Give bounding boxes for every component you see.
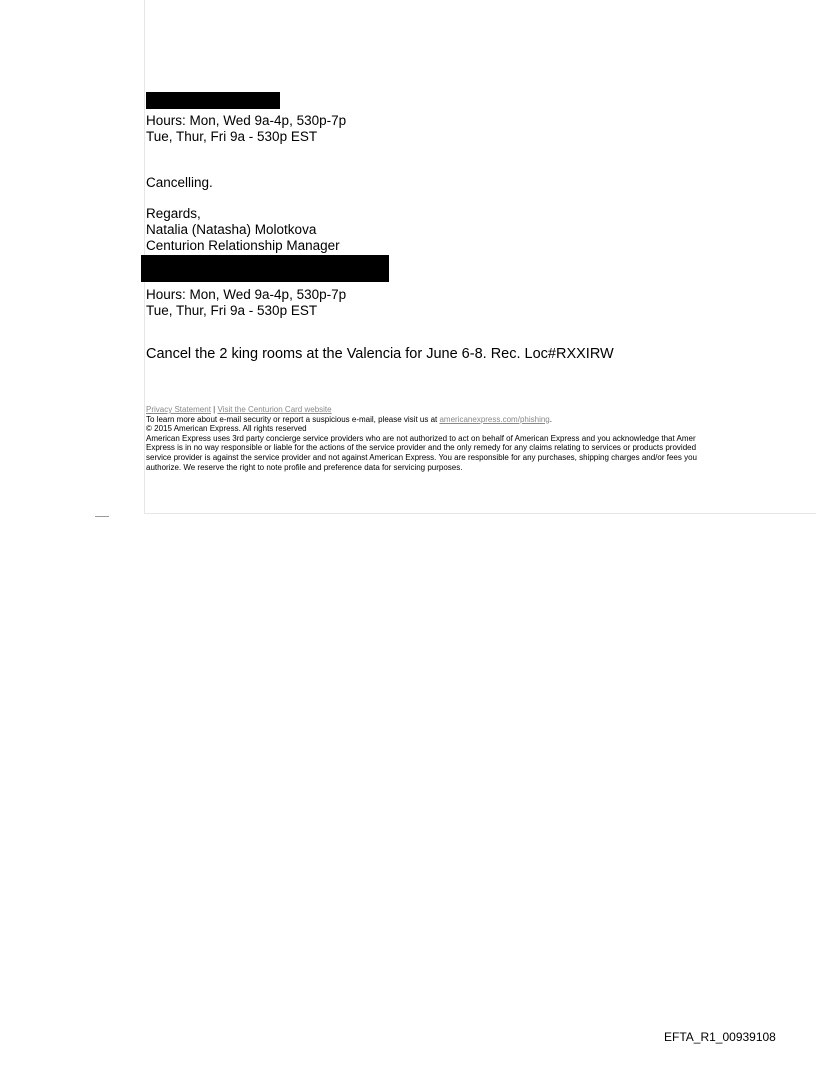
document-id: EFTA_R1_00939108 (664, 1030, 776, 1044)
original-request: Cancel the 2 king rooms at the Valencia for June 6-8. Rec. Loc#RXXIRW (146, 346, 614, 362)
hours-line-1: Hours: Mon, Wed 9a-4p, 530p-7p (146, 113, 347, 128)
phishing-link[interactable]: americanexpress.com/phishing (439, 414, 550, 424)
centurion-website-link[interactable]: Visit the Centurion Card website (217, 405, 332, 414)
scan-artifact-mark (95, 516, 109, 517)
hours-line-3: Hours: Mon, Wed 9a-4p, 530p-7p (146, 287, 347, 302)
hours-line-2: Tue, Thur, Fri 9a - 530p EST (146, 129, 318, 144)
link-separator: | (213, 405, 216, 414)
email-footer (146, 405, 816, 472)
redaction-box-2 (141, 255, 389, 282)
sender-title: Centurion Relationship Manager (146, 238, 340, 253)
footer-links (146, 405, 816, 415)
disclaimer-line-4: authorize. We reserve the right to note profile and preference data for servicing purposes. (146, 462, 463, 472)
redaction-box-1 (146, 92, 280, 109)
closing: Regards, (146, 206, 201, 221)
copyright: © 2015 American Express. All rights reserved (146, 424, 307, 434)
disclaimer-line-3: service provider is against the service provider and not against American Express. You are responsible for any purchases, shipping charges and/or fees you (146, 452, 697, 462)
disclaimer-line-2: Express is in no way responsible or liable for the actions of the service provider and the only remedy for any claims relating to services or products provided (146, 443, 697, 453)
security-notice (146, 415, 816, 425)
sender-name: Natalia (Natasha) Molotkova (146, 222, 317, 237)
security-text: To learn more about e-mail security or report a suspicious e-mail, please visit us at (146, 414, 438, 424)
hours-line-4: Tue, Thur, Fri 9a - 530p EST (146, 303, 318, 318)
message-body: Cancelling. (146, 175, 213, 190)
security-period: . (549, 414, 552, 424)
disclaimer-line-1: American Express uses 3rd party concierge service providers who are not authorized to act on behalf of American Express and you acknowledge that Amer (146, 433, 696, 443)
privacy-statement-link[interactable]: Privacy Statement (146, 405, 211, 414)
